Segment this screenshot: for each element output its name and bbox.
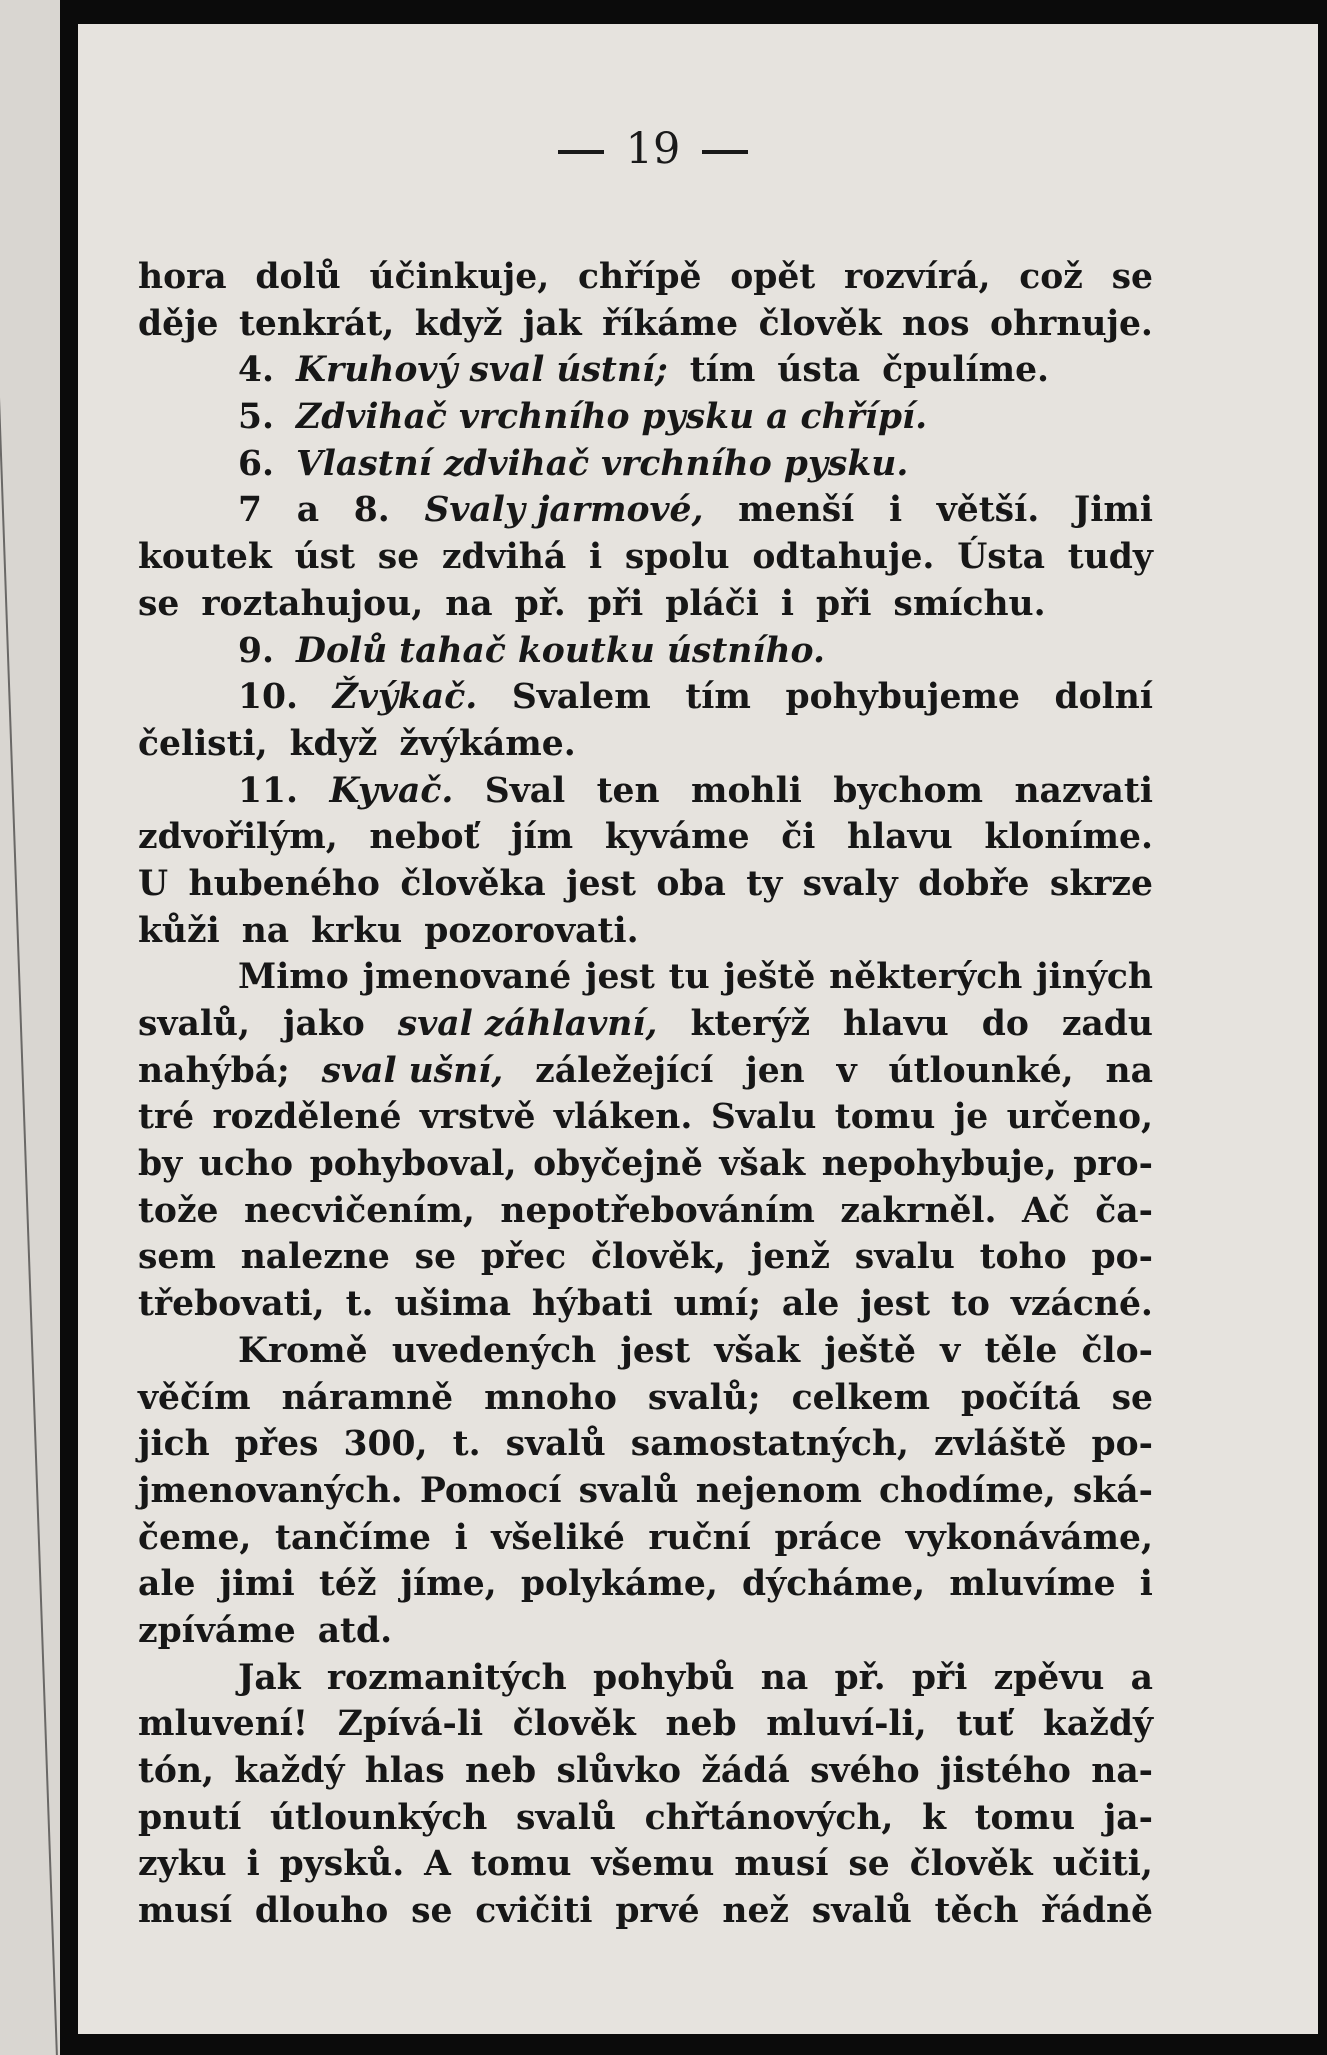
word: jenž <box>750 1237 830 1278</box>
word: člověk, <box>590 1237 727 1278</box>
word: se <box>411 1891 453 1932</box>
italic-term: Vlastní zdvihač vrchního pysku. <box>296 443 909 484</box>
page-number-dash-right <box>702 150 748 154</box>
word: hubeného <box>188 863 380 904</box>
text-line <box>138 1515 1153 1562</box>
word: pro- <box>1073 1144 1153 1185</box>
word: i <box>888 490 903 531</box>
text-line <box>138 487 1153 534</box>
word: zyku <box>138 1844 227 1885</box>
word: je <box>953 1097 989 1138</box>
word: člo- <box>1081 1330 1153 1371</box>
word: vrstvě <box>419 1097 536 1138</box>
text-line <box>138 1328 1153 1375</box>
word: nejenom <box>695 1470 862 1511</box>
word: prvé <box>615 1891 700 1932</box>
word: toho <box>979 1237 1067 1278</box>
word: dýcháme, <box>742 1564 926 1605</box>
word: hýbati <box>531 1284 653 1325</box>
text-line <box>138 674 1153 721</box>
italic-term: Kyvač. <box>329 770 454 811</box>
word: třebovati, <box>138 1284 325 1325</box>
word: se <box>414 1237 457 1278</box>
word: člověka <box>400 863 546 904</box>
word: ty <box>746 863 783 904</box>
word: dolní <box>1054 677 1153 718</box>
word: menší <box>738 490 855 531</box>
page-number <box>78 124 1228 174</box>
text-line <box>138 908 1153 955</box>
word: ča- <box>1095 1190 1153 1231</box>
word: tím <box>685 677 751 718</box>
italic-term: sval ušní, <box>321 1050 504 1091</box>
word: cvičiti <box>475 1891 593 1932</box>
word: oba <box>656 863 726 904</box>
text-line <box>138 814 1153 861</box>
word: větší. <box>936 490 1040 531</box>
word: přec <box>480 1237 567 1278</box>
word: ale <box>138 1564 196 1605</box>
word: v <box>940 1330 961 1371</box>
word: učiti, <box>1052 1844 1153 1885</box>
word: útlounké, <box>888 1050 1074 1091</box>
word: obyčejně <box>533 1144 703 1185</box>
word: a <box>1130 1657 1153 1698</box>
word: ucho <box>198 1144 293 1185</box>
word: při <box>587 583 644 624</box>
word: což <box>1019 257 1083 297</box>
text-line <box>138 301 1153 348</box>
word: dobře <box>918 863 1030 904</box>
text-line <box>138 441 1153 488</box>
word: čeme, <box>138 1517 252 1558</box>
text-line <box>138 1701 1153 1748</box>
word: všeliké <box>491 1517 625 1558</box>
word: či <box>781 817 816 858</box>
word: zadu <box>1061 1004 1153 1044</box>
word: dolů <box>255 257 341 297</box>
word: po- <box>1091 1237 1153 1278</box>
word: čelisti, <box>138 723 268 764</box>
word: člověk <box>909 1844 1033 1885</box>
word: 5. <box>238 397 275 438</box>
word: při <box>816 583 872 624</box>
word: 11. <box>238 770 299 811</box>
text-line <box>138 1748 1153 1795</box>
word: tré <box>138 1097 195 1138</box>
word: tím <box>689 350 756 391</box>
word: svého <box>810 1751 920 1791</box>
word: i <box>246 1844 260 1885</box>
word: svalů <box>811 1891 912 1932</box>
word: odtahuje. <box>752 537 935 578</box>
word: ústa <box>777 350 861 391</box>
word: mluvení! <box>138 1704 309 1745</box>
word: tomu <box>470 1844 572 1885</box>
word: krku <box>311 910 403 951</box>
word: A <box>424 1844 451 1885</box>
word: tože <box>138 1190 219 1231</box>
word: všemu <box>591 1844 715 1885</box>
word: se <box>138 583 180 624</box>
word: útlounkých <box>269 1797 488 1838</box>
word: jest <box>585 957 655 998</box>
word: vzácné. <box>1010 1284 1153 1325</box>
word: každý <box>234 1751 345 1791</box>
word: na <box>760 1657 809 1698</box>
word: ale <box>781 1284 840 1325</box>
word: ještě <box>824 1330 916 1371</box>
word: roztahujou, <box>201 583 424 624</box>
text-line <box>138 721 1153 768</box>
word: Mimo <box>238 957 349 998</box>
word: na- <box>1091 1751 1153 1791</box>
word: svalů; <box>647 1377 761 1418</box>
word: pláči <box>665 583 759 624</box>
word: jím <box>511 817 574 858</box>
word: celkem <box>791 1377 931 1418</box>
word: žvýkáme. <box>399 723 576 764</box>
word: a <box>296 490 320 531</box>
word: určeno, <box>1006 1097 1153 1138</box>
text-line <box>138 1468 1153 1515</box>
word: Ústa <box>957 537 1046 578</box>
word: každý <box>1042 1704 1153 1745</box>
word: Pomocí <box>419 1470 562 1511</box>
word: jich <box>138 1424 210 1465</box>
word: musí <box>138 1891 233 1932</box>
word: tomu <box>974 1797 1076 1838</box>
word: tuť <box>956 1704 1014 1745</box>
word: jako <box>283 1004 365 1044</box>
word: dlouho <box>254 1891 389 1932</box>
word: samostatných, <box>630 1424 909 1465</box>
word: úst <box>294 537 356 578</box>
word: svalu <box>854 1237 955 1278</box>
text-line <box>138 1375 1153 1422</box>
word: jest <box>566 863 636 904</box>
word: nepotřebováním <box>500 1190 815 1231</box>
word: jiných <box>1036 957 1153 998</box>
word: tudy <box>1067 537 1153 578</box>
text-line <box>138 1795 1153 1842</box>
text-line <box>138 254 1153 301</box>
word: čpulíme. <box>882 350 1050 391</box>
italic-term: sval záhlavní, <box>397 1004 658 1044</box>
word: na <box>1105 1050 1153 1091</box>
word: neboť <box>369 817 480 858</box>
word: však <box>714 1330 801 1371</box>
word: Sval <box>484 770 566 811</box>
word: se <box>1111 1377 1153 1418</box>
italic-term: Žvýkač. <box>332 677 478 718</box>
word: kterýž <box>690 1004 811 1044</box>
word: zdvořilým, <box>138 817 338 858</box>
text-line <box>138 1234 1153 1281</box>
word: než <box>722 1891 789 1932</box>
word: když <box>289 723 378 764</box>
word: říkáme <box>602 303 739 344</box>
word: žádá <box>701 1751 790 1791</box>
word: vykonáváme, <box>905 1517 1153 1558</box>
word: člověk <box>758 303 882 344</box>
word: to <box>950 1284 990 1325</box>
word: Svalem <box>511 677 651 718</box>
italic-term: Dolů tahač koutku ústního. <box>296 630 825 671</box>
word: 6. <box>238 443 275 484</box>
italic-term: Kruhový sval ústní; <box>296 350 668 391</box>
word: i <box>589 537 603 578</box>
word: vláken. <box>553 1097 693 1138</box>
word: jak <box>522 303 582 344</box>
word: slůvko <box>556 1751 682 1791</box>
word: těle <box>984 1330 1058 1371</box>
word: nazvati <box>1014 770 1153 811</box>
word: chřípě <box>577 257 702 297</box>
word: př. <box>514 583 566 624</box>
word: k <box>922 1797 946 1838</box>
word: zakrněl. <box>840 1190 997 1231</box>
word: ušima <box>394 1284 511 1325</box>
word: t. <box>452 1424 481 1465</box>
text-line <box>138 1094 1153 1141</box>
text-line <box>138 1141 1153 1188</box>
text-line <box>138 1001 1153 1048</box>
text-line <box>138 347 1153 394</box>
word: sem <box>138 1237 216 1278</box>
word: však <box>719 1144 806 1185</box>
binding-crease <box>0 0 58 2055</box>
text-line <box>138 1888 1153 1935</box>
word: př. <box>834 1657 886 1698</box>
word: kyváme <box>604 817 750 858</box>
text-line <box>138 1608 1153 1655</box>
word: pohyboval, <box>309 1144 517 1185</box>
word: i <box>780 583 795 624</box>
text-line <box>138 1561 1153 1608</box>
word: přes <box>234 1424 319 1465</box>
word: věčím <box>138 1377 251 1418</box>
word: člověk <box>512 1704 636 1745</box>
word: klonímе. <box>984 817 1153 858</box>
word: 4. <box>238 350 275 391</box>
word: ruční <box>648 1517 751 1558</box>
italic-term: Zdvihač vrchního pysku a chřípí. <box>296 397 928 438</box>
word: smíchu. <box>893 583 1046 624</box>
word: neb <box>665 1704 737 1745</box>
text-line <box>138 394 1153 441</box>
word: ská- <box>1072 1470 1153 1511</box>
word: ohrnuje. <box>990 303 1153 344</box>
word: mohli <box>691 770 802 811</box>
italic-term: Svaly jarmové, <box>424 490 704 531</box>
word: účinkuje, <box>369 257 550 297</box>
word: tomu <box>834 1097 936 1138</box>
word: jmenovaných. <box>138 1470 403 1511</box>
word: neb <box>464 1751 537 1791</box>
word: pozorovati. <box>424 910 639 951</box>
word: svalů <box>515 1797 616 1838</box>
word: ja- <box>1103 1797 1153 1838</box>
word: hlas <box>364 1751 445 1791</box>
word: Kromě <box>238 1330 368 1371</box>
word: i <box>454 1517 468 1558</box>
word: též <box>318 1564 377 1605</box>
word: U <box>138 863 169 904</box>
word: mnoho <box>484 1377 617 1418</box>
word: 300, <box>343 1424 428 1465</box>
word: by <box>138 1144 183 1185</box>
word: zpěvu <box>993 1657 1105 1698</box>
word: řádně <box>1041 1891 1153 1932</box>
word: některých <box>829 957 1023 998</box>
word: pnutí <box>138 1797 242 1838</box>
word: při <box>911 1657 968 1698</box>
word: 7 <box>238 490 263 531</box>
page-number-dash-left <box>558 150 604 154</box>
word: jistého <box>939 1751 1071 1791</box>
text-line <box>138 628 1153 675</box>
word: jest <box>620 1330 691 1371</box>
word: rozvírá, <box>844 257 991 297</box>
word: jest <box>860 1284 931 1325</box>
word: ten <box>596 770 660 811</box>
word: zvláště <box>934 1424 1067 1465</box>
word: uvedených <box>391 1330 597 1371</box>
text-line <box>138 1655 1153 1702</box>
word: pysků. <box>279 1844 405 1885</box>
word: opět <box>730 257 816 297</box>
word: kůži <box>138 910 220 951</box>
word: Svalu <box>710 1097 817 1138</box>
text-line <box>138 861 1153 908</box>
word: náramně <box>281 1377 454 1418</box>
word: se <box>377 537 420 578</box>
text-line <box>138 581 1153 628</box>
word: těch <box>934 1891 1019 1932</box>
word: hlavu <box>847 817 953 858</box>
word: svaly <box>802 863 898 904</box>
word: Jimi <box>1073 490 1153 531</box>
word: rozdělené <box>212 1097 402 1138</box>
word: atd. <box>317 1610 393 1651</box>
word: na <box>445 583 493 624</box>
word: 10. <box>238 677 299 718</box>
word: zdvihá <box>441 537 567 578</box>
text-line <box>138 1048 1153 1095</box>
word: skrze <box>1049 863 1153 904</box>
word: se <box>848 1844 890 1885</box>
word: ještě <box>723 957 816 998</box>
word: nalezne <box>240 1237 390 1278</box>
word: na <box>241 910 290 951</box>
page-number-value: 19 <box>625 124 681 174</box>
word: hora <box>138 257 227 297</box>
word: mluvíme <box>949 1564 1116 1605</box>
word: svalů, <box>138 1004 251 1044</box>
word: i <box>1139 1564 1153 1605</box>
word: pohybujeme <box>785 677 1020 718</box>
text-line <box>138 1421 1153 1468</box>
word: počítá <box>961 1377 1081 1418</box>
text-line <box>138 534 1153 581</box>
word: děje <box>138 303 219 344</box>
word: Zpívá-li <box>337 1704 484 1745</box>
word: umí; <box>673 1284 761 1325</box>
word: tenkrát, <box>238 303 395 344</box>
word: když <box>414 303 503 344</box>
word: chřtánových, <box>644 1797 894 1838</box>
word: chodíme, <box>878 1470 1056 1511</box>
word: do <box>981 1004 1029 1044</box>
word: Jak <box>238 1657 301 1698</box>
word: jíme, <box>400 1564 497 1605</box>
word: mluví-li, <box>766 1704 927 1745</box>
word: nos <box>902 303 970 344</box>
word: práce <box>774 1517 883 1558</box>
word: koutek <box>138 537 272 578</box>
word: tón, <box>138 1751 215 1791</box>
word: 8. <box>353 490 390 531</box>
body-text <box>138 254 1153 1935</box>
word: 9. <box>238 630 275 671</box>
word: po- <box>1091 1424 1153 1465</box>
word: bychom <box>833 770 984 811</box>
word: pohybů <box>593 1657 735 1698</box>
word: v <box>836 1050 857 1091</box>
word: tu <box>668 957 710 998</box>
book-page <box>78 24 1318 2034</box>
word: jimi <box>219 1564 295 1605</box>
word: necvičením, <box>244 1190 475 1231</box>
word: nepohybuje, <box>821 1144 1057 1185</box>
word: záležející <box>535 1050 714 1091</box>
text-line <box>138 1841 1153 1888</box>
word: spolu <box>624 537 730 578</box>
text-line <box>138 768 1153 815</box>
word: rozmanitých <box>326 1657 567 1698</box>
word: jmenované <box>362 957 572 998</box>
word: t. <box>345 1284 374 1325</box>
left-page-edge <box>0 0 60 2055</box>
word: hlavu <box>843 1004 949 1044</box>
text-line <box>138 1281 1153 1328</box>
word: musí <box>734 1844 829 1885</box>
word: svalů <box>578 1470 679 1511</box>
word: polykáme, <box>520 1564 718 1605</box>
word: jen <box>745 1050 805 1091</box>
word: nahýbá; <box>138 1050 290 1091</box>
word: zpíváme <box>138 1610 296 1651</box>
word: svalů <box>505 1424 606 1465</box>
word: tančíme <box>275 1517 431 1558</box>
text-line <box>138 1188 1153 1235</box>
word: se <box>1111 257 1153 297</box>
text-line <box>138 954 1153 1001</box>
word: Ač <box>1022 1190 1070 1231</box>
